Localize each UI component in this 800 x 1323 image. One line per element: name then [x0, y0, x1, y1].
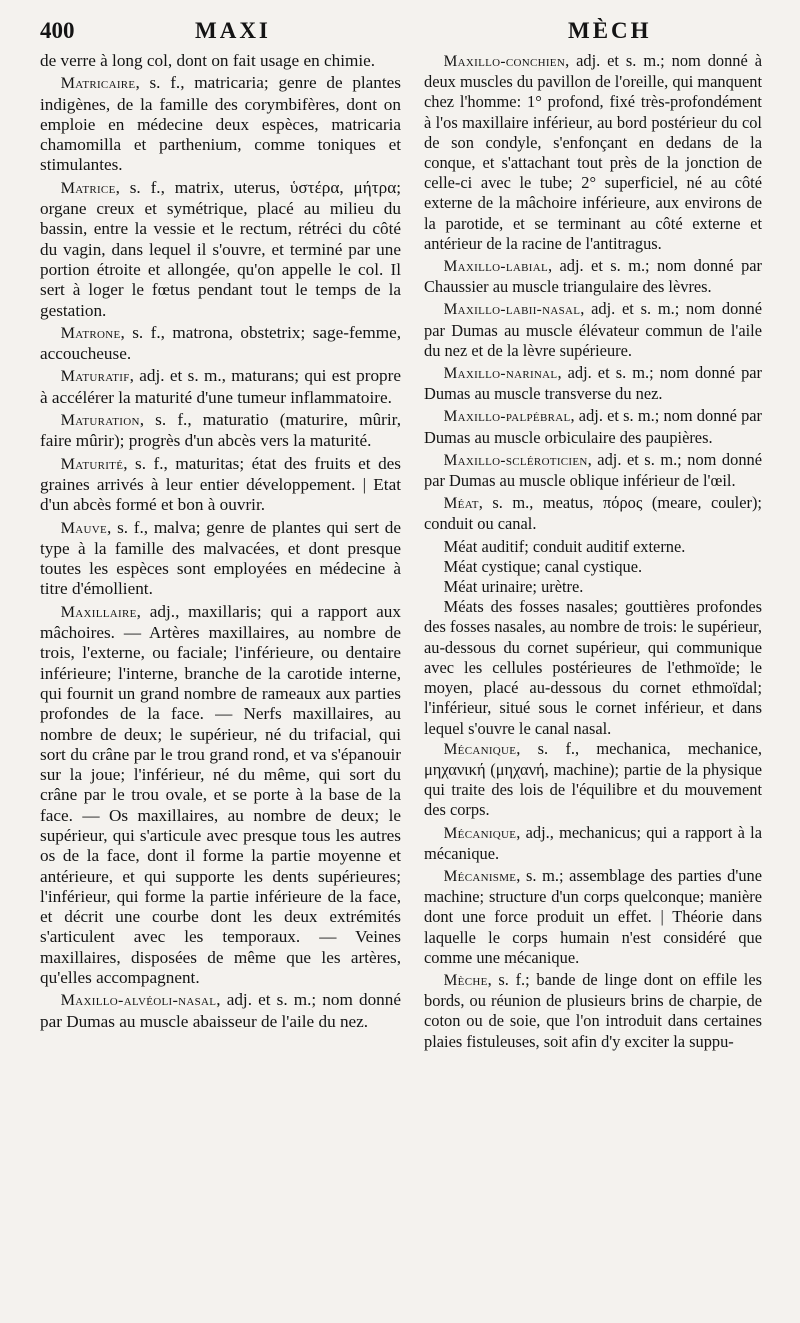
entry-headword: Maturité	[60, 455, 124, 473]
entry-headword: Maxillo-alvéoli-nasal	[60, 992, 217, 1010]
entry-text: , adj., mechanicus; qui a rapport à la mécanique.	[424, 822, 762, 863]
entry-text: , s. m.; assemblage des parties d'une machine; structure d'un corps quelconque; manière dont une force produit un effet. | Théorie dans laquelle le corps humain n'est considéré que comme une mécanique.	[424, 865, 762, 967]
left-column	[40, 51, 401, 1034]
dictionary-entry	[424, 577, 762, 597]
dictionary-entry	[424, 537, 762, 557]
entry-text: , s. f., maturitas; état des fruits et des graines arrivés à leur entier développement. | Etat d'un abcès formé et bon à ouvrir.	[40, 453, 401, 515]
dictionary-entry	[40, 366, 401, 408]
entry-text: Méat urinaire; urètre.	[443, 577, 584, 597]
entry-headword: Maxillo-conchien	[443, 53, 566, 70]
running-header	[40, 18, 760, 50]
dictionary-entry	[424, 363, 762, 404]
dictionary-entry	[424, 406, 762, 447]
entry-headword: Matrone	[60, 324, 121, 342]
entry-text: , adj., maxillaris; qui a rapport aux mâchoires. — Artères maxillaires, au nombre de trois, l'externe, ou faciale; l'inférieure, ou dentaire inférieure; l'interne, branche de la carotide interne, qui fournit un grand nombre de rameaux aux parties profondes de la face. — Nerfs maxillaires, au nombre de deux; le supérieur, né du trifacial, qui sort du crâne par le trou grand rond, et va s'épanouir sur la joue; l'inférieur, né du même, qui sort du crâne par le trou ovale, et se porte à la base de la face. — Os maxillaires, au nombre de deux; le supérieur, qui s'articule avec presque tous les autres os de la face, dont il forme la partie moyenne et antérieure, et qui supporte les dents supérieures; l'inférieur, qui forme la partie inférieure de la face, et décrit une courbe dont les deux extrémités s'articulent avec les temporaux. — Veines maxillaires, disposées de même que les artères, qu'elles accompagnent.	[40, 601, 401, 988]
entry-text: , adj. et s. m.; nom donné par Chaussier au muscle triangulaire des lèvres.	[424, 256, 762, 297]
dictionary-entry	[424, 493, 762, 534]
entry-text: , s. f., malva; genre de plantes qui sert de type à la famille des malvacées, et dont presque toutes les espèces sont employées en médecine à titre d'émollient.	[40, 517, 401, 599]
entry-text: , s. f., matrona, obstetrix; sage-femme, accoucheuse.	[40, 322, 401, 364]
entry-text: , s. f., maturatio (maturire, mûrir, faire mûrir); progrès d'un abcès vers la maturité.	[40, 410, 401, 451]
right-running-head: MÈCH	[568, 18, 652, 43]
entry-headword: Maxillo-scléroticien	[443, 451, 588, 469]
entry-headword: Mécanique	[443, 740, 517, 758]
dictionary-entry	[40, 990, 401, 1032]
entry-text: Méats des fosses nasales; gouttières profondes des fosses nasales, au nombre de trois: le supérieur, au-dessous du cornet supérieur, qui communique avec les cellules postérieures de l'ethmoïde; le moyen, placé au-dessous du cornet ethmoïdal; l'inférieur, situé sous le cornet inférieur, et dans lequel s'ouvre le canal nasal.	[424, 597, 762, 738]
right-column	[424, 51, 762, 1054]
entry-headword: Maxillaire	[60, 603, 137, 621]
dictionary-entry	[40, 73, 401, 175]
entry-headword: Mauve	[60, 519, 108, 537]
dictionary-entry	[40, 178, 401, 321]
entry-text: Méat auditif; conduit auditif externe.	[443, 536, 686, 556]
dictionary-entry	[40, 602, 401, 989]
dictionary-entry	[424, 256, 762, 297]
entry-headword: Matrice	[60, 179, 116, 197]
entry-headword: Mécanique	[443, 824, 517, 842]
dictionary-entry	[40, 454, 401, 516]
dictionary-entry	[424, 51, 762, 254]
dictionary-entry	[424, 970, 762, 1052]
left-running-head: MAXI	[195, 18, 271, 43]
entry-headword: Mèche	[443, 971, 488, 989]
dictionary-entry	[424, 823, 762, 864]
entry-text: , s. f.; bande de linge dont on effile les bords, ou réunion de plusieurs brins de charpie, de coton ou de soie, que l'on introduit dans certaines plaies fistuleuses, soit afin d'y exciter la suppu-	[424, 969, 762, 1051]
entry-text: , adj. et s. m., maturans; qui est propre à accélérer la maturité d'une tumeur inflammatoire.	[40, 366, 401, 407]
entry-headword: Méat	[443, 495, 479, 513]
dictionary-entry	[424, 597, 762, 738]
dictionary-entry	[40, 518, 401, 600]
entry-text: , adj. et s. m.; nom donné par Dumas au muscle transverse du nez.	[424, 363, 762, 404]
entry-text: , s. f., mechanica, mechanice, μηχανική (μηχανή, machine); partie de la physique qui traite des lois de l'équilibre et du mouvement des corps.	[424, 738, 762, 820]
entry-text: de verre à long col, dont on fait usage en chimie.	[40, 51, 376, 70]
dictionary-entry	[424, 450, 762, 491]
entry-headword: Maxillo-narinal	[443, 365, 558, 383]
entry-headword: Maxillo-palpébral	[443, 408, 571, 426]
entry-text: , adj. et s. m.; nom donné à deux muscles du pavillon de l'oreille, qui manquent chez l'homme: 1° profond, fixé très-profondément à l'os maxillaire inférieur, au bord postérieur du col de son condyle, s'enfonçant en dedans de la conque, et s'attachant tout près de la jonction de celle-ci avec le tube; 2° superficiel, né au côté externe de la mâchoire inférieure, aux environs de la parotide, et se terminant au côté externe et antérieur de la racine de l'antitragus.	[424, 51, 762, 253]
dictionary-entry	[40, 51, 401, 71]
dictionary-entry	[424, 299, 762, 361]
dictionary-entry	[424, 557, 762, 577]
page-number: 400	[40, 18, 75, 43]
entry-headword: Maxillo-labii-nasal	[443, 301, 581, 319]
entry-text: , s. f., matricaria; genre de plantes indigènes, de la famille des corymbifères, dont on emploie en médecine deux espèces, matricaria chamomilla et parthenium, comme toniques et stimulantes.	[40, 73, 401, 175]
dictionary-entry	[424, 866, 762, 968]
entry-headword: Maturation	[60, 412, 140, 430]
entry-text: , s. m., meatus, πόρος (meare, couler); conduit ou canal.	[424, 493, 762, 534]
entry-text: , adj. et s. m.; nom donné par Dumas au muscle élévateur commun de l'aile du nez et de la lèvre supérieure.	[424, 299, 762, 360]
dictionary-entry	[424, 739, 762, 821]
dictionary-entry	[40, 323, 401, 365]
entry-headword: Mécanisme	[443, 867, 517, 885]
entry-text: , adj. et s. m.; nom donné par Dumas au muscle oblique inférieur de l'œil.	[424, 449, 762, 491]
entry-headword: Matricaire	[60, 75, 136, 93]
dictionary-entry	[40, 410, 401, 452]
entry-headword: Maturatif	[60, 368, 130, 386]
entry-headword: Maxillo-labial	[443, 258, 548, 276]
entry-text: , adj. et s. m.; nom donné par Dumas au muscle abaisseur de l'aile du nez.	[40, 990, 401, 1031]
entry-text: Méat cystique; canal cystique.	[443, 556, 643, 576]
entry-text: , s. f., matrix, uterus, ὑστέρα, μήτρα; organe creux et symétrique, placé au milieu du bassin, entre la vessie et le rectum, rétréci du côté du vagin, dans lequel il s'ouvre, et terminé par une portion étroite et allongée, qu'on appelle le col. Il sert à loger le fœtus pendant tout le temps de la gestation.	[40, 177, 401, 320]
entry-text: , adj. et s. m.; nom donné par Dumas au muscle orbiculaire des paupières.	[424, 406, 762, 447]
